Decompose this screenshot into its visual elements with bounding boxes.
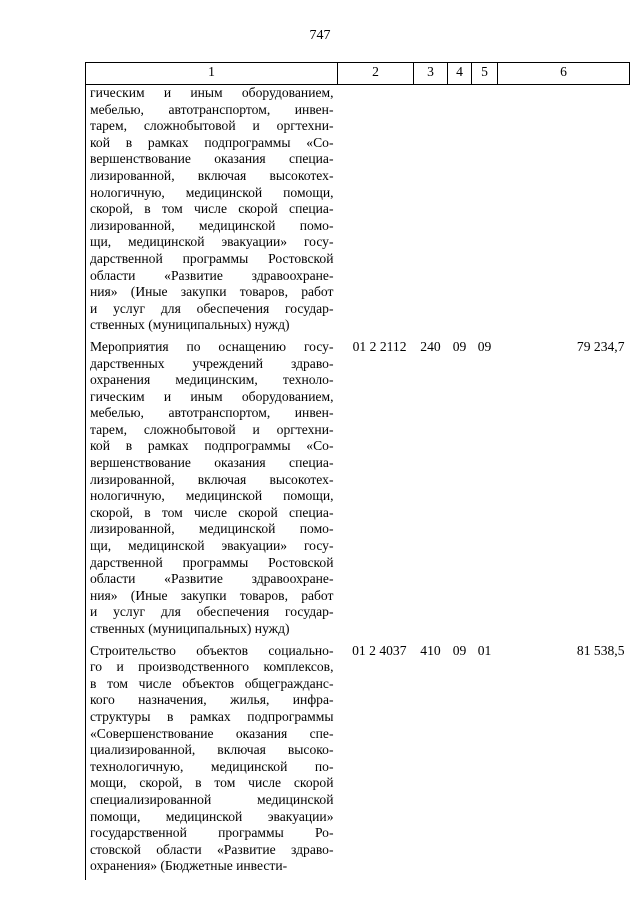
description-line: лизированной, медицинской помо- — [90, 521, 334, 537]
description-line: «Совершенствование оказания спе- — [90, 725, 334, 741]
description-line: Мероприятия по оснащению госу- — [90, 338, 334, 354]
description-line: лизированной, включая высокотех- — [90, 471, 334, 487]
description-line: гическим и иным оборудованием, — [90, 388, 334, 404]
description-line: ственных (муниципальных) нужд) — [90, 621, 290, 636]
row-subsection — [472, 85, 498, 339]
row-target-code: 01 2 4037 — [352, 642, 407, 658]
description-line: ния» (Иные закупки товаров, работ — [90, 587, 334, 603]
row-description — [86, 643, 338, 880]
row-expense-type — [414, 85, 448, 339]
description-line: и услуг для обеспечения государ- — [90, 300, 334, 316]
description-line: вершенствование оказания специа- — [90, 455, 334, 471]
row-section: 09 — [452, 642, 467, 658]
row-section: 09 — [452, 338, 467, 354]
description-line: и услуг для обеспечения государ- — [90, 604, 334, 620]
description-line: стовской области «Развитие здраво- — [90, 841, 334, 857]
description-line: государственной программы Ро- — [90, 825, 334, 841]
description-line: мебелью, автотранспортом, инвен- — [90, 405, 334, 421]
description-line: мебелью, автотранспортом, инвен- — [90, 101, 334, 117]
row-subsection: 09 — [477, 338, 492, 354]
description-line: гическим и иным оборудованием, — [90, 85, 334, 100]
description-line: лизированной, включая высокотех- — [90, 167, 334, 183]
row-subsection: 01 — [477, 642, 492, 658]
column-header-2: 2 — [338, 63, 414, 85]
row-section — [448, 85, 472, 339]
description-line: дарственных учреждений здраво- — [90, 355, 334, 371]
row-expense-type: 410 — [420, 642, 441, 658]
description-line: помощи, медицинской эвакуации» — [90, 808, 334, 824]
description-line: специализированной медицинской — [90, 791, 334, 807]
description-line: скорой, в том числе скорой специа- — [90, 504, 334, 520]
description-line: ственных (муниципальных) нужд) — [90, 317, 290, 333]
description-line: циализированной, включая высоко- — [90, 742, 334, 758]
page-number: 747 — [309, 28, 331, 43]
description-line: области «Развитие здравоохране- — [90, 267, 334, 283]
row-description — [86, 339, 338, 643]
description-line: вершенствование оказания специа- — [90, 151, 334, 167]
column-header-4: 4 — [448, 63, 472, 85]
description-line: ния» (Иные закупки товаров, работ — [90, 284, 334, 300]
description-line: тарем, сложнобытовой и оргтехни- — [90, 421, 334, 437]
column-header-1: 1 — [86, 63, 338, 85]
description-line: охранения медицинским, техноло- — [90, 372, 334, 388]
description-line: кой в рамках подпрограммы «Со- — [90, 134, 334, 150]
description-line: нологичную, медицинской помощи, — [90, 184, 334, 200]
row-amount — [498, 85, 630, 339]
row-target-code — [338, 85, 414, 339]
row-description — [86, 85, 338, 339]
description-line: щи, медицинской эвакуации» госу- — [90, 538, 334, 554]
description-line: дарственной программы Ростовской — [90, 250, 334, 266]
column-header-5: 5 — [472, 63, 498, 85]
description-line: щи, медицинской эвакуации» госу- — [90, 234, 334, 250]
column-header-3: 3 — [414, 63, 448, 85]
description-line: структуры в рамках подпрограммы — [90, 708, 334, 724]
column-header-6: 6 — [498, 63, 630, 85]
row-target-code: 01 2 2112 — [352, 338, 407, 354]
table-row — [86, 643, 630, 880]
description-line: Строительство объектов социально- — [90, 642, 334, 658]
description-line: го и производственного комплексов, — [90, 659, 334, 675]
description-line: технологичную, медицинской по- — [90, 758, 334, 774]
row-expense-type: 240 — [420, 338, 441, 354]
budget-table — [85, 62, 630, 880]
row-amount: 81 538,5 — [576, 642, 625, 658]
table-header-row — [86, 63, 630, 85]
table-row — [86, 85, 630, 339]
description-line: дарственной программы Ростовской — [90, 554, 334, 570]
description-line: в том числе объектов общегражданс- — [90, 675, 334, 691]
description-line: нологичную, медицинской помощи, — [90, 488, 334, 504]
description-line: кого назначения, жилья, инфра- — [90, 692, 334, 708]
row-amount: 79 234,7 — [576, 338, 625, 354]
description-line: тарем, сложнобытовой и оргтехни- — [90, 118, 334, 134]
description-line: кой в рамках подпрограммы «Со- — [90, 438, 334, 454]
description-line: скорой, в том числе скорой специа- — [90, 201, 334, 217]
table-row — [86, 339, 630, 643]
description-line: охранения» (Бюджетные инвести- — [90, 858, 288, 874]
description-line: лизированной, медицинской помо- — [90, 217, 334, 233]
description-line: мощи, скорой, в том числе скорой — [90, 775, 334, 791]
description-line: области «Развитие здравоохране- — [90, 571, 334, 587]
